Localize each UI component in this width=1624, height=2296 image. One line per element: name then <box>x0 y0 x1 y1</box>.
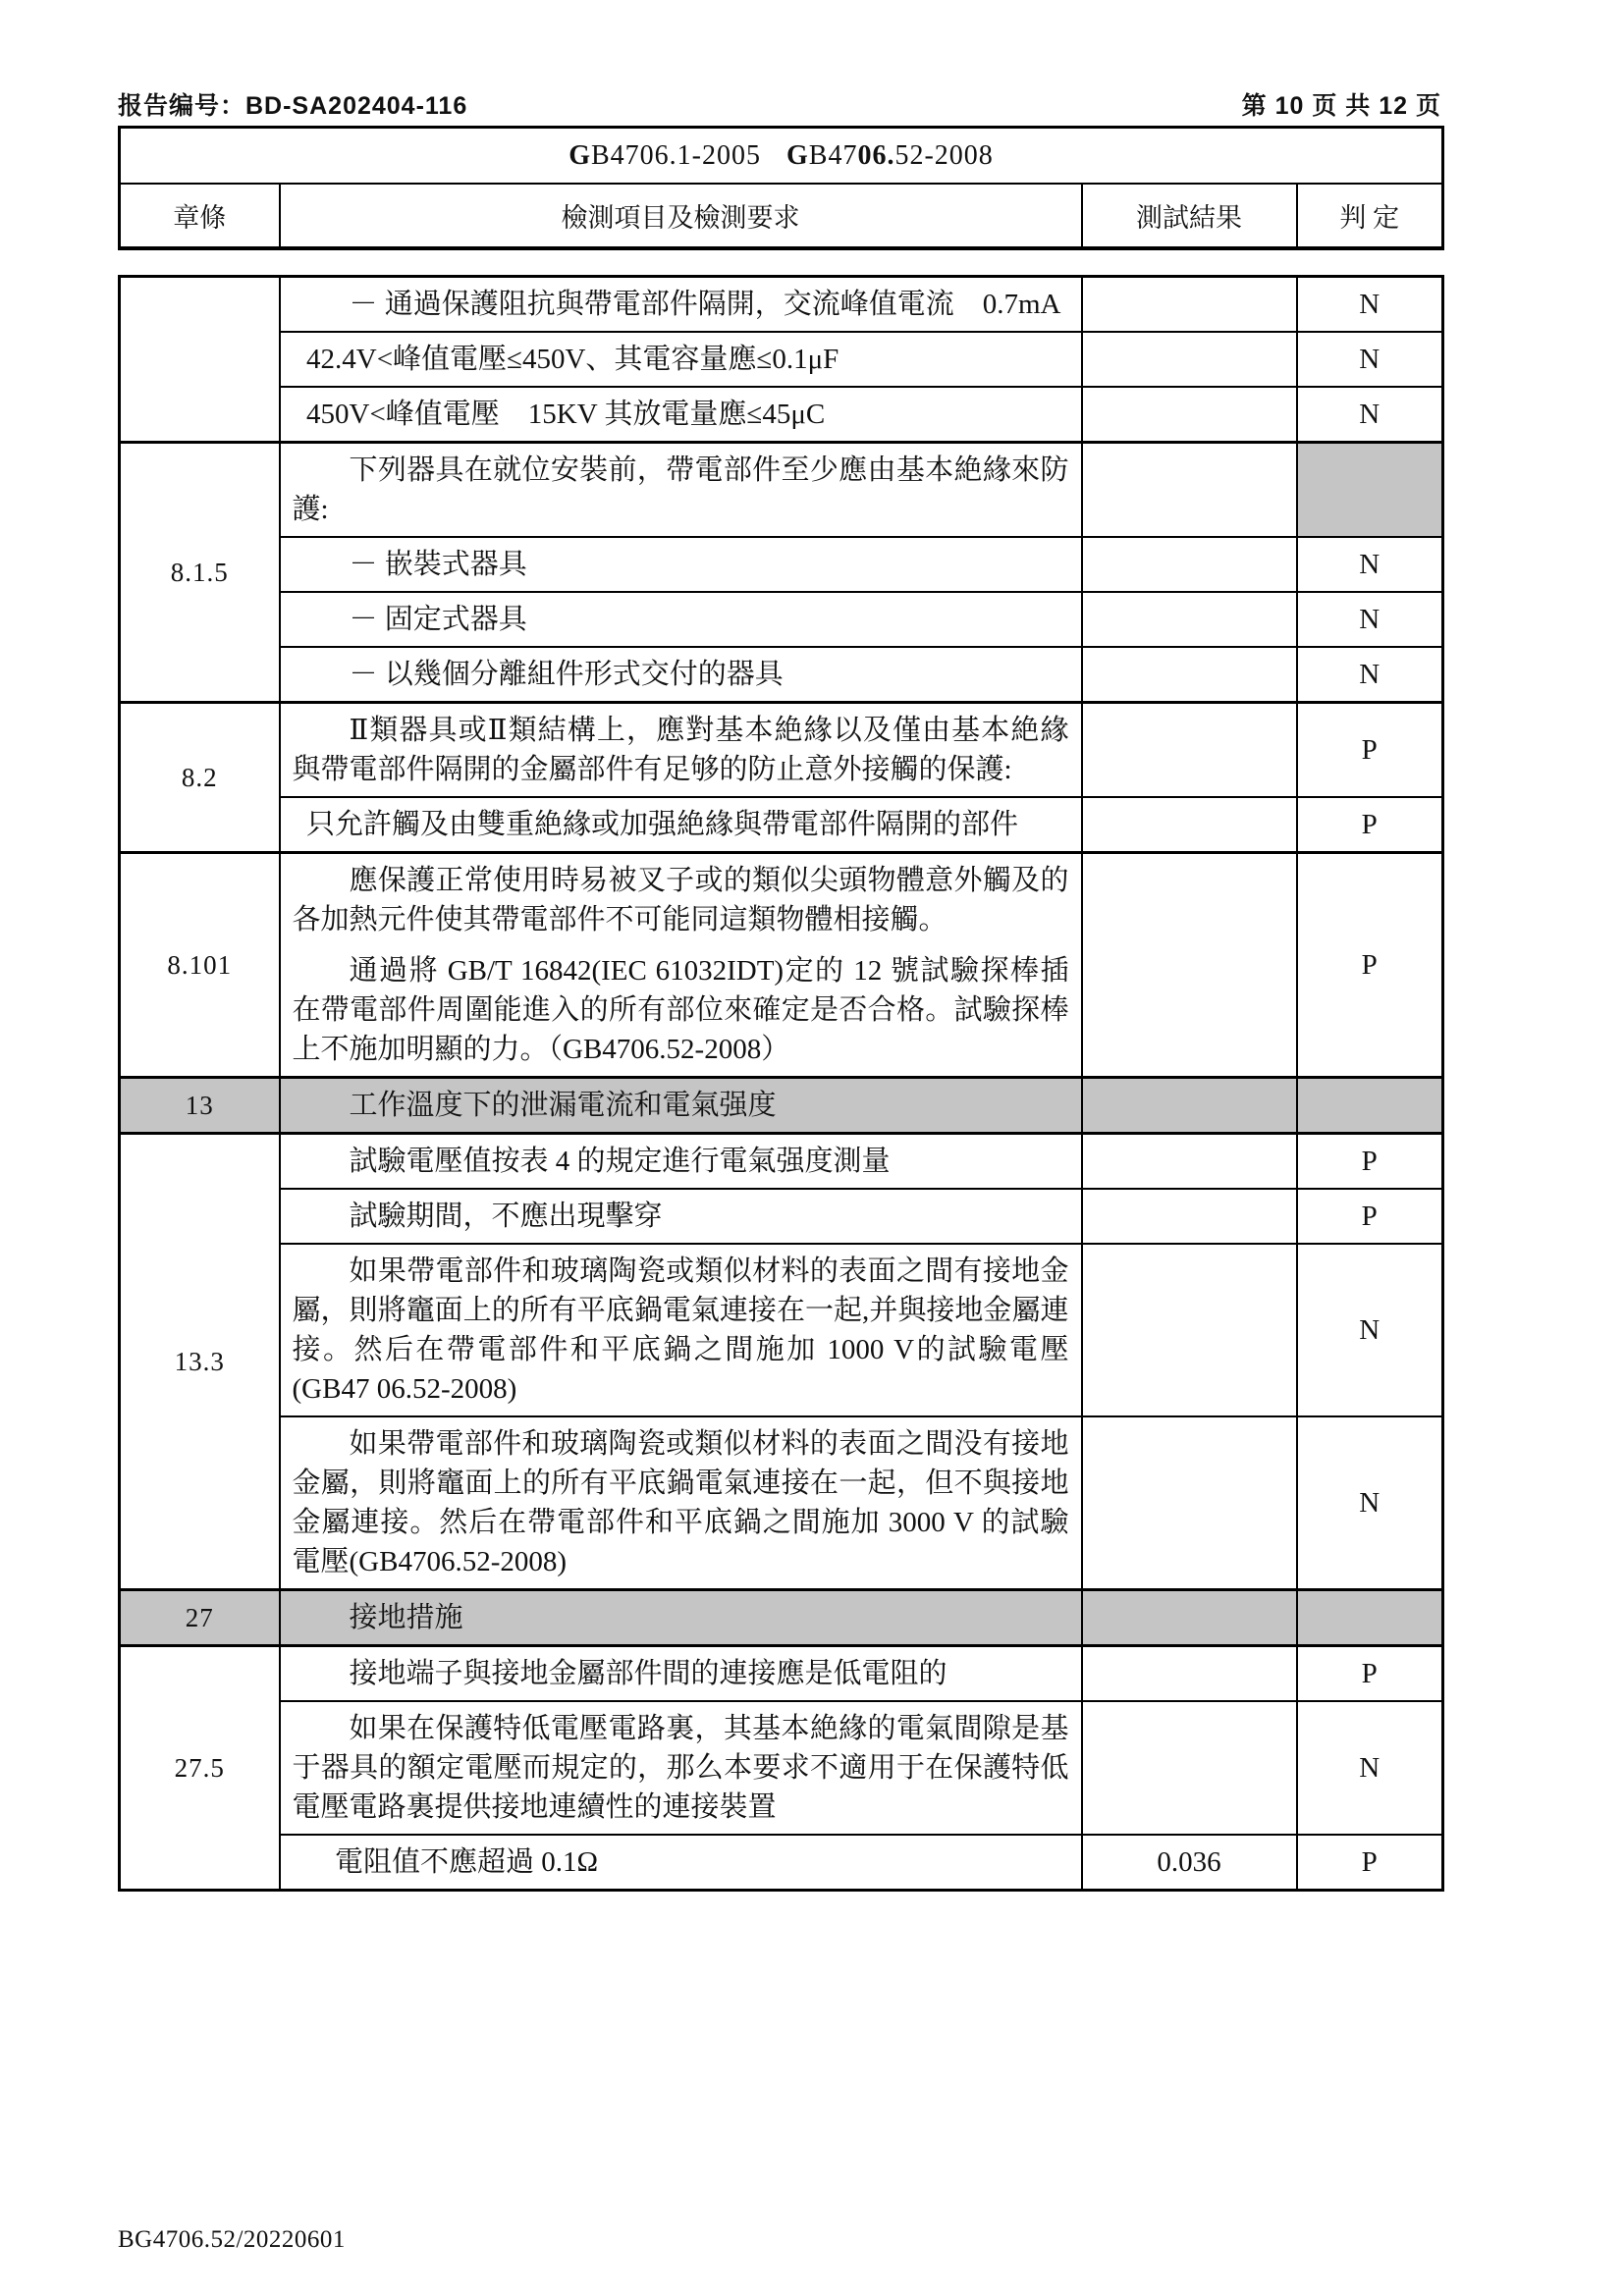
section-title: 工作溫度下的泄漏電流和電氣强度 <box>349 1090 777 1121</box>
result-cell <box>1082 387 1297 443</box>
table-row <box>120 853 1443 1078</box>
verdict-cell: P <box>1297 1646 1443 1702</box>
verdict-cell: N <box>1297 332 1443 387</box>
requirement-cell <box>280 1646 1082 1702</box>
requirement-text: 如果帶電部件和玻璃陶瓷或類似材料的表面之間没有接地金屬，則將竈面上的所有平底鍋電氣連接在一起，但不與接地金屬連接。然后在帶電部件和平底鍋之間施加 3000 V 的試驗電壓(GB4706.52-2008) <box>292 1428 1069 1577</box>
requirement-text: 試驗期間，不應出現擊穿 <box>349 1201 663 1232</box>
requirement-text: 應保護正常使用時易被叉子或的類似尖頭物體意外觸及的各加熱元件使其帶電部件不可能同這類物體相接觸。 <box>292 865 1069 935</box>
verdict-cell: N <box>1297 537 1443 592</box>
verdict-cell: N <box>1297 1244 1443 1416</box>
verdict-cell: N <box>1297 1416 1443 1590</box>
requirement-text: 只允許觸及由雙重絶緣或加强絶緣與帶電部件隔開的部件 <box>306 809 1019 840</box>
section-row <box>120 1078 1443 1134</box>
section-row <box>120 1590 1443 1646</box>
requirement-text: － 固定式器具 <box>349 604 527 635</box>
requirement-cell <box>280 277 1082 333</box>
result-cell <box>1082 647 1297 703</box>
clause-cell: 27 <box>120 1590 280 1646</box>
section-title: 接地措施 <box>349 1602 463 1633</box>
title-segment: G <box>568 139 591 171</box>
requirement-text: 如果帶電部件和玻璃陶瓷或類似材料的表面之間有接地金屬，則將竈面上的所有平底鍋電氣連接在一起,并與接地金屬連接。然后在帶電部件和平底鍋之間施加 1000 V的試驗電壓(GB47 06.52-2008) <box>292 1255 1069 1405</box>
title-segment: B47 <box>808 139 858 171</box>
result-cell <box>1082 797 1297 853</box>
table-row <box>120 332 1443 387</box>
requirement-cell <box>280 797 1082 853</box>
requirement-cell <box>280 853 1082 1078</box>
section-title-cell <box>280 1590 1082 1646</box>
result-cell <box>1082 853 1297 1078</box>
result-cell <box>1082 1701 1297 1835</box>
clause-cell: 8.101 <box>120 853 280 1078</box>
page-header <box>118 86 1441 122</box>
column-header-verdict: 判 定 <box>1297 184 1443 248</box>
requirement-cell <box>280 537 1082 592</box>
verdict-cell: N <box>1297 647 1443 703</box>
requirement-text: － 以幾個分離組件形式交付的器具 <box>349 659 784 690</box>
verdict-cell: N <box>1297 592 1443 647</box>
requirement-cell <box>280 647 1082 703</box>
title-segment: B4706.1-2005 <box>591 139 761 171</box>
table-row <box>120 387 1443 443</box>
verdict-cell <box>1297 1590 1443 1646</box>
table-row <box>120 537 1443 592</box>
page-footer <box>118 2226 346 2254</box>
requirement-text: 450V<峰值電壓 15KV 其放電量應≤45μC <box>306 399 826 430</box>
requirement-cell <box>280 1134 1082 1190</box>
result-cell: 0.036 <box>1082 1835 1297 1891</box>
requirement-text: 接地端子與接地金屬部件間的連接應是低電阻的 <box>349 1658 947 1689</box>
verdict-cell: P <box>1297 703 1443 798</box>
report-number: 报告编号：BD-SA202404-116 <box>118 92 468 120</box>
requirement-cell <box>280 1416 1082 1590</box>
table-row <box>120 703 1443 798</box>
result-cell <box>1082 1134 1297 1190</box>
requirement-cell <box>280 1835 1082 1891</box>
clause-cell: 13.3 <box>120 1134 280 1590</box>
result-cell <box>1082 443 1297 538</box>
table-row <box>120 1835 1443 1891</box>
requirement-cell <box>280 332 1082 387</box>
table-row <box>120 797 1443 853</box>
standards-table <box>118 126 1444 250</box>
clause-cell: 27.5 <box>120 1646 280 1891</box>
verdict-cell: P <box>1297 1189 1443 1244</box>
table-row <box>120 1134 1443 1190</box>
column-header-clause: 章條 <box>120 184 280 248</box>
verdict-cell: P <box>1297 1835 1443 1891</box>
requirement-text: 通過將 GB/T 16842(IEC 61032IDT)定的 12 號試驗探棒插在帶電部件周圍能進入的所有部位來確定是否合格。試驗探棒上不施加明顯的力。（GB4706.52-2008） <box>292 955 1069 1065</box>
table-row <box>120 443 1443 538</box>
result-cell <box>1082 1416 1297 1590</box>
column-header-requirement: 檢測項目及檢測要求 <box>280 184 1082 248</box>
requirement-text: 42.4V<峰值電壓≤450V、其電容量應≤0.1μF <box>306 344 839 375</box>
result-cell <box>1082 1078 1297 1134</box>
requirement-cell <box>280 387 1082 443</box>
clause-cell: 8.2 <box>120 703 280 853</box>
column-header-row <box>120 184 1443 248</box>
page-number: 第 10 页 共 12 页 <box>1241 92 1441 120</box>
verdict-cell <box>1297 1078 1443 1134</box>
requirement-text: － 通過保護阻抗與帶電部件隔開，交流峰值電流 0.7mA <box>349 289 1061 320</box>
verdict-cell: P <box>1297 1134 1443 1190</box>
table-row <box>120 592 1443 647</box>
result-cell <box>1082 332 1297 387</box>
requirement-cell <box>280 443 1082 538</box>
clause-cell: 8.1.5 <box>120 443 280 703</box>
result-cell <box>1082 537 1297 592</box>
requirement-cell <box>280 1244 1082 1416</box>
result-cell <box>1082 703 1297 798</box>
requirement-text: － 嵌裝式器具 <box>349 549 527 580</box>
result-cell <box>1082 1244 1297 1416</box>
standards-title-row <box>120 128 1443 185</box>
verdict-cell: P <box>1297 853 1443 1078</box>
verdict-cell: P <box>1297 797 1443 853</box>
requirement-text: 下列器具在就位安裝前，帶電部件至少應由基本絶緣來防護: <box>292 454 1069 525</box>
results-table <box>118 275 1444 1892</box>
clause-cell <box>120 277 280 443</box>
requirement-text: 如果在保護特低電壓電路裏，其基本絶緣的電氣間隙是基于器具的額定電壓而規定的，那么本要求不適用于在保護特低電壓電路裏提供接地連續性的連接裝置 <box>292 1713 1069 1823</box>
result-cell <box>1082 1590 1297 1646</box>
table-row <box>120 277 1443 333</box>
requirement-text: 試驗電壓值按表 4 的規定進行電氣强度測量 <box>349 1146 891 1177</box>
doc-code: BG4706.52/20220601 <box>118 2226 346 2253</box>
table-row <box>120 1189 1443 1244</box>
requirement-cell <box>280 1189 1082 1244</box>
clause-cell: 13 <box>120 1078 280 1134</box>
requirement-cell <box>280 1701 1082 1835</box>
table-title <box>120 128 1443 185</box>
verdict-cell: N <box>1297 1701 1443 1835</box>
result-cell <box>1082 1189 1297 1244</box>
title-segment: G <box>786 139 809 171</box>
verdict-cell <box>1297 443 1443 538</box>
result-cell <box>1082 592 1297 647</box>
table-row <box>120 1244 1443 1416</box>
table-row <box>120 1416 1443 1590</box>
title-segment: 52-2008 <box>894 139 994 171</box>
verdict-cell: N <box>1297 277 1443 333</box>
requirement-text: Ⅱ類器具或Ⅱ類結構上，應對基本絶緣以及僅由基本絶緣與帶電部件隔開的金屬部件有足够的防止意外接觸的保護: <box>292 715 1069 785</box>
requirement-cell <box>280 703 1082 798</box>
table-row <box>120 1646 1443 1702</box>
result-cell <box>1082 277 1297 333</box>
result-cell <box>1082 1646 1297 1702</box>
verdict-cell: N <box>1297 387 1443 443</box>
table-row <box>120 647 1443 703</box>
requirement-cell <box>280 592 1082 647</box>
table-row <box>120 1701 1443 1835</box>
requirement-text: 電阻值不應超過 0.1Ω <box>335 1846 599 1878</box>
title-segment: 06. <box>857 139 895 171</box>
section-title-cell <box>280 1078 1082 1134</box>
column-header-result: 測試結果 <box>1082 184 1297 248</box>
